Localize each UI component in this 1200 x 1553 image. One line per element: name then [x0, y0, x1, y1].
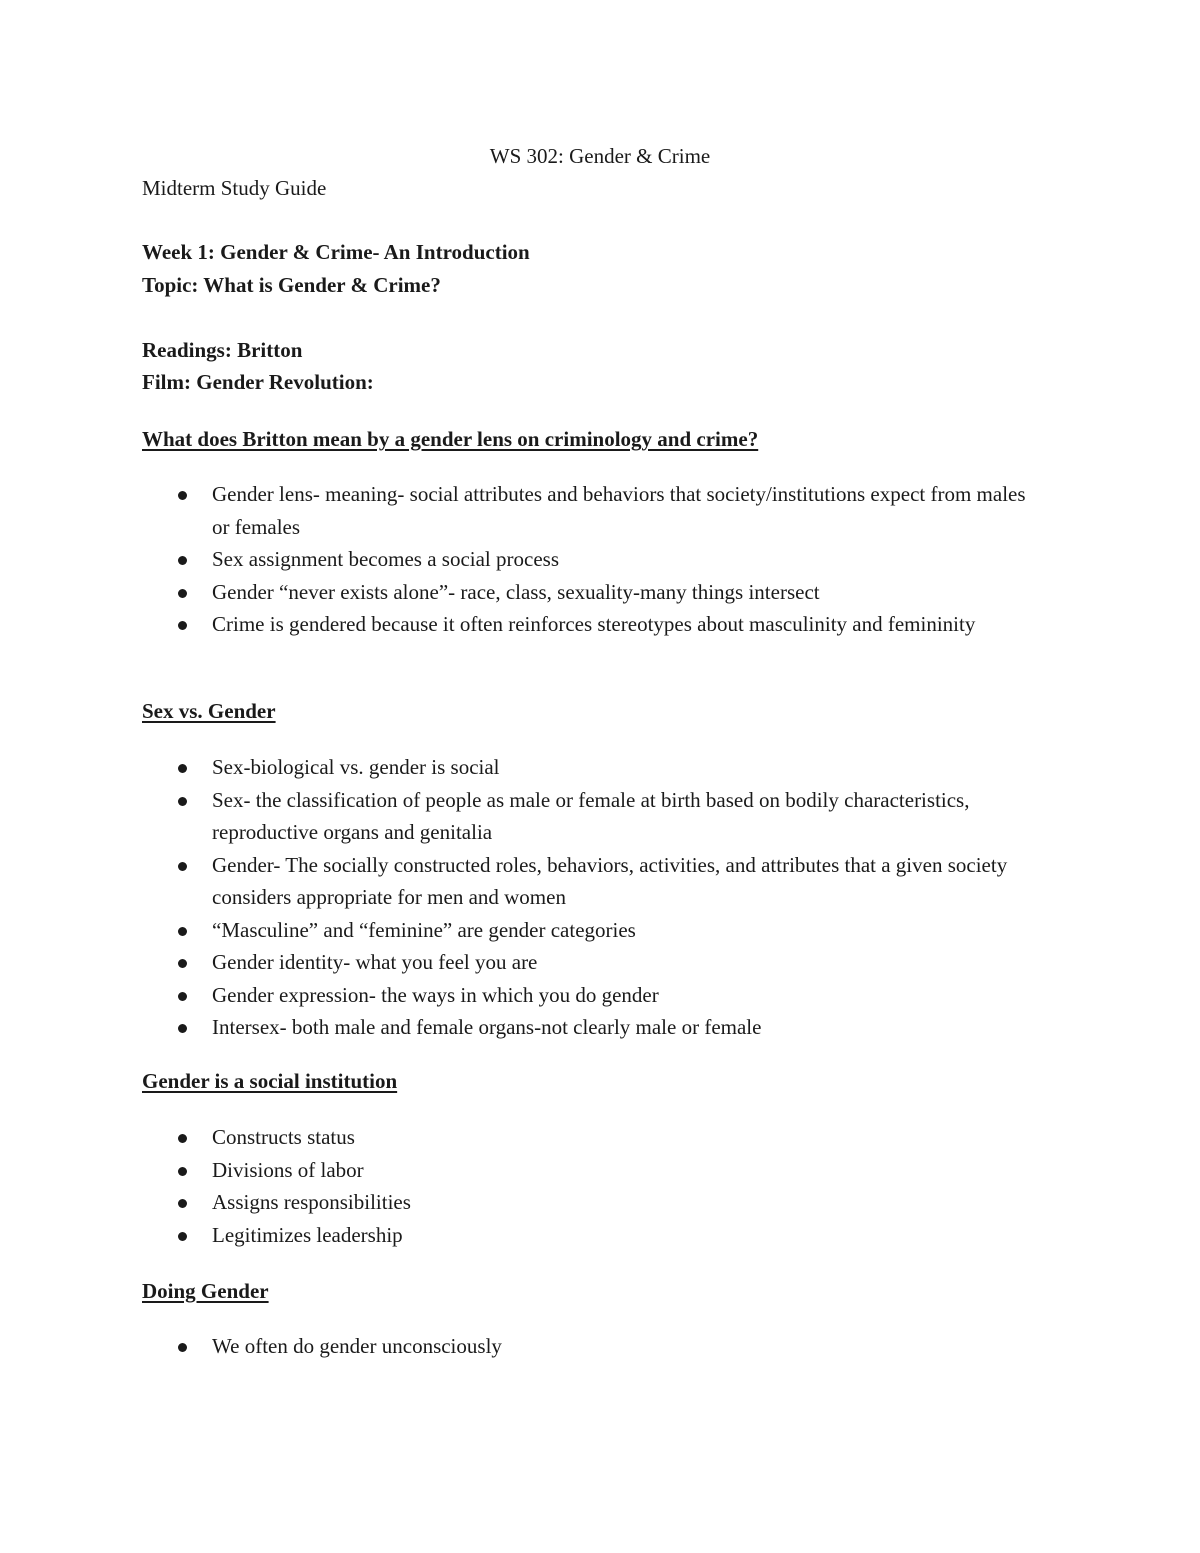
bullet-icon	[178, 959, 187, 968]
list-item-text: “Masculine” and “feminine” are gender categories	[212, 917, 636, 942]
list-item	[142, 784, 1042, 849]
section-heading-doing-gender: Doing Gender	[142, 1279, 269, 1303]
topic-line: Topic: What is Gender & Crime?	[142, 273, 441, 297]
bullet-icon	[178, 1199, 187, 1208]
bullet-icon	[178, 927, 187, 936]
list-item	[142, 914, 1042, 947]
list-item	[142, 608, 1042, 641]
list-item	[142, 1121, 1042, 1154]
bullet-icon	[178, 797, 187, 806]
film-line: Film: Gender Revolution:	[142, 370, 374, 394]
section-heading-social-institution: Gender is a social institution	[142, 1069, 398, 1093]
bullet-list-sex-vs-gender	[142, 751, 1042, 1044]
list-item	[142, 543, 1042, 576]
bullet-icon	[178, 491, 187, 500]
readings-line: Readings: Britton	[142, 338, 303, 362]
bullet-icon	[178, 862, 187, 871]
list-item-text: Constructs status	[212, 1125, 355, 1149]
bullet-list-gender-lens	[142, 478, 1042, 641]
list-item-text: Crime is gendered because it often reinforces stereotypes about masculinity and femininity	[212, 612, 976, 636]
list-item-text: Gender- The socially constructed roles, behaviors, activities, and attributes that a given society considers appropriate for men and women	[212, 852, 1008, 909]
list-item	[142, 1219, 1042, 1252]
bullet-icon	[178, 1167, 187, 1176]
list-item-text: Gender identity- what you feel you are	[212, 950, 538, 974]
list-item-text: Gender lens- meaning- social attributes and behaviors that society/institutions expect from males or females	[212, 482, 1026, 539]
list-item-text: Intersex- both male and female organs-not clearly male or female	[212, 1015, 762, 1039]
list-item	[142, 576, 1042, 609]
list-item	[142, 979, 1042, 1012]
list-item	[142, 946, 1042, 979]
list-item-text: Gender “never exists alone”- race, class, sexuality-many things intersect	[212, 579, 820, 604]
bullet-icon	[178, 621, 187, 630]
section-heading-gender-lens: What does Britton mean by a gender lens on criminology and crime?	[142, 427, 759, 451]
list-item	[142, 1186, 1042, 1219]
list-item-text: Assigns responsibilities	[212, 1190, 411, 1214]
bullet-icon	[178, 556, 187, 565]
list-item-text: We often do gender unconsciously	[212, 1334, 502, 1358]
list-item-text: Divisions of labor	[212, 1157, 364, 1182]
list-item-text: Legitimizes leadership	[212, 1222, 403, 1247]
list-item	[142, 1011, 1042, 1044]
course-title: WS 302: Gender & Crime	[489, 144, 711, 168]
bullet-list-doing-gender	[142, 1330, 1042, 1363]
bullet-list-social-institution	[142, 1121, 1042, 1251]
bullet-icon	[178, 1134, 187, 1143]
bullet-icon	[178, 992, 187, 1001]
week-title: Week 1: Gender & Crime- An Introduction	[142, 240, 530, 264]
list-item	[142, 751, 1042, 784]
list-item	[142, 1330, 1042, 1363]
bullet-icon	[178, 589, 187, 598]
study-guide-subtitle: Midterm Study Guide	[142, 176, 327, 200]
list-item-text: Sex- the classification of people as male or female at birth based on bodily characteristics, reproductive organs and genitalia	[212, 787, 970, 844]
bullet-icon	[178, 1343, 187, 1352]
list-item	[142, 478, 1042, 543]
list-item-text: Sex assignment becomes a social process	[212, 547, 559, 571]
bullet-icon	[178, 1024, 187, 1033]
list-item	[142, 1154, 1042, 1187]
list-item-text: Sex-biological vs. gender is social	[212, 755, 500, 779]
list-item-text: Gender expression- the ways in which you do gender	[212, 982, 659, 1007]
list-item	[142, 849, 1042, 914]
bullet-icon	[178, 1232, 187, 1241]
section-heading-sex-vs-gender: Sex vs. Gender	[142, 699, 276, 723]
bullet-icon	[178, 764, 187, 773]
